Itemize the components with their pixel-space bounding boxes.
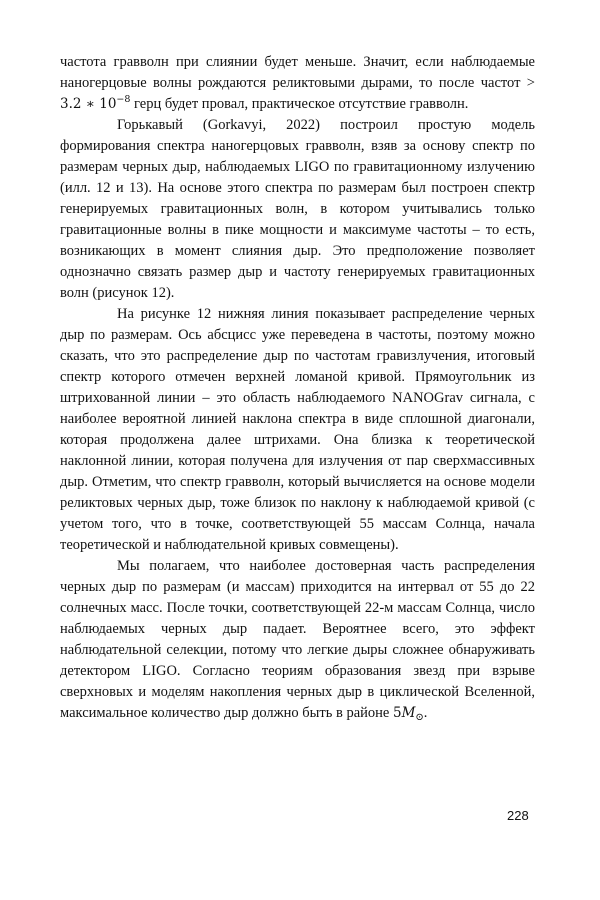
formula-mass-symbol: M [401, 705, 416, 721]
paragraph-1-text-start: частота гравволн при слиянии будет меньше. Значит, если наблюдаемые наногерцовые волны рождаются реликтовыми дырами, то после частот > [60, 54, 535, 91]
paragraph-4 [60, 556, 535, 724]
paragraph-4-text: Мы полагаем, что наиболее достоверная часть распределения черных дыр по размерам (и массам) приходится на интервал от 55 до 22 солнечных масс. После точки, соответствующей 22-м массам Солнца, число наблюдаемых черных дыр падает. Вероятнее всего, это эффект наблюдательной селекции, потому что легкие дыры сложнее обнаруживать детектором LIGO. Согласно теориям образования звезд при взрыве сверхновых и моделям накопления черных дыр в циклической Вселенной, максимальное количество дыр должно быть в районе [60, 558, 535, 721]
paragraph-2: Горькавый (Gorkavyi, 2022) построил простую модель формирования спектра наногерцовых гравволн, взяв за основу спектр по размерам черных дыр, наблюдаемых LIGO по гравитационному излучению (илл. 12 и 13). На основе этого спектра по размерам был построен спектр генерируемых гравитационных волн, в котором учитывались только гравитационные волны в пике мощности и максимуме частоты – то есть, возникающих в момент слияния дыр. Это предположение позволяет однозначно связать размер дыр и частоту генерируемых гравитационных волн (рисунок 12). [60, 117, 535, 301]
paragraph-1 [60, 52, 535, 115]
formula-exponent: −8 [116, 94, 131, 105]
paragraph-1-text-end: герц будет провал, практическое отсутствие гравволн. [130, 96, 469, 112]
paragraph-3: На рисунке 12 нижняя линия показывает распределение черных дыр по размерам. Ось абсцисс уже переведена в частоты, поэтому можно сказать, что это распределение дыр по частотам гравизлучения, итоговый спектр которого отмечен верхней ломаной кривой. Прямоугольник из штрихованной линии – это область наблюдаемого NANOGrav сигнала, с наиболее вероятной линией наклона спектра в виде сплошной диагонали, которая продолжена далее штрихами. Она близка к теоретической наклонной линии, которая получена для излучения от пар сверхмассивных дыр. Отметим, что спектр гравволн, который вычисляется на основе модели реликтовых черных дыр, тоже близок по наклону к наблюдаемой кривой (с учетом того, что в точке, соответствующей 55 массам Солнца, начала теоретической и наблюдательной кривых совмещены). [60, 306, 535, 553]
solar-mass-formula [393, 705, 424, 721]
frequency-threshold-formula [60, 96, 130, 112]
formula-base: 3.2 ∗ 10 [60, 96, 117, 112]
formula-coefficient: 5 [392, 705, 402, 721]
paragraph-4-text-end: . [423, 705, 428, 721]
page-body [60, 52, 535, 724]
page-number: 228 [507, 808, 529, 823]
formula-sun-subscript: ⊙ [415, 712, 424, 723]
